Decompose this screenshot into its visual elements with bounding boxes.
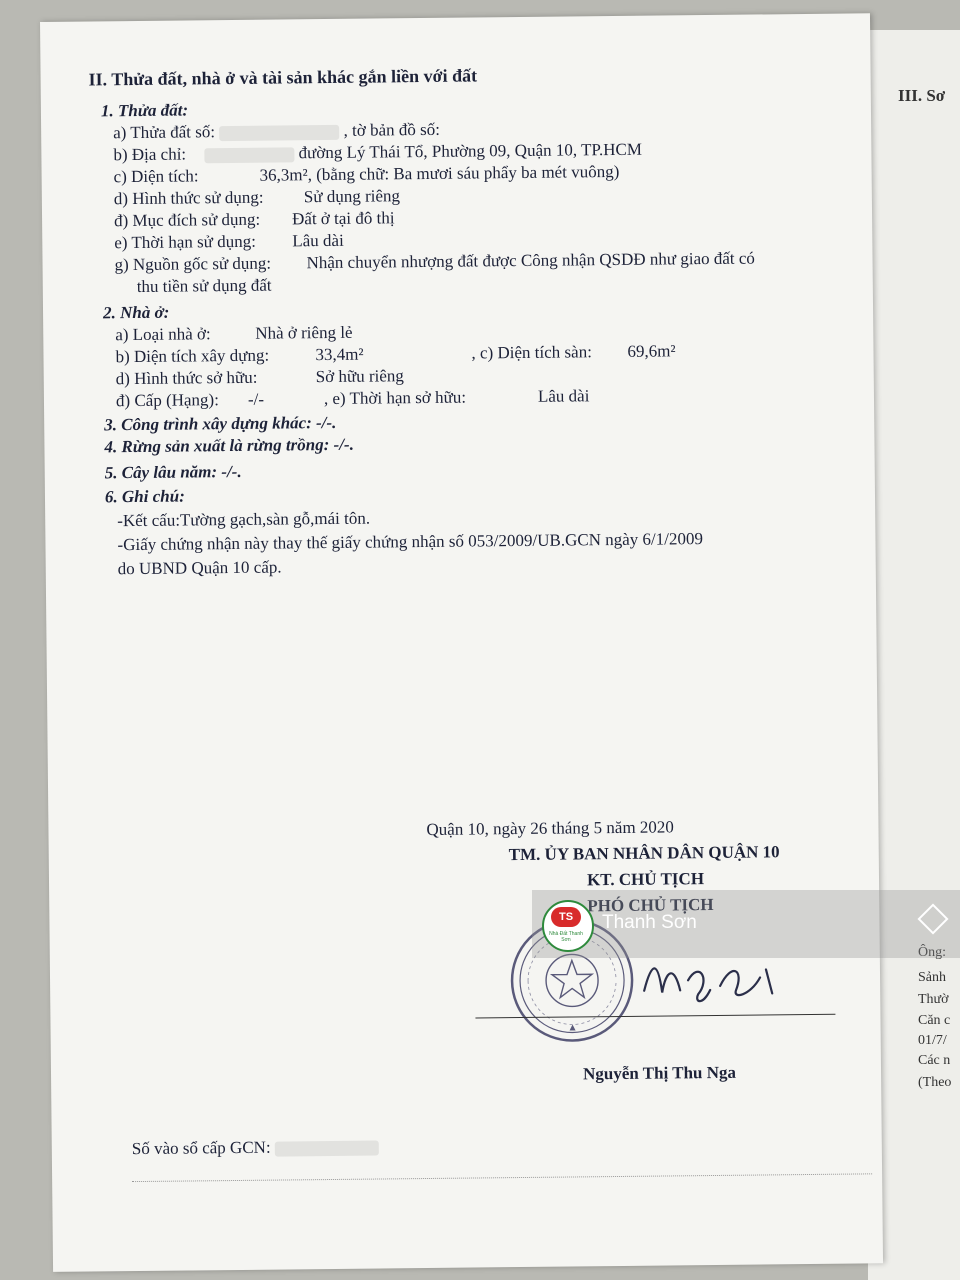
next-page-line: Các n <box>918 1053 951 1068</box>
ownership-form-label: d) Hình thức sở hữu: <box>115 367 258 389</box>
house-heading: 2. Nhà ở: <box>102 302 170 323</box>
signer-kt: KT. CHỦ TỊCH <box>586 869 705 890</box>
redacted-block <box>275 1140 379 1156</box>
parcel-heading: 1. Thửa đất: <box>100 100 189 121</box>
section-title: II. Thửa đất, nhà ở và tài sản khác gắn liền với đất <box>88 65 478 90</box>
signer-title: PHÓ CHỦ TỊCH <box>587 894 714 916</box>
notes-line: do UBND Quận 10 cấp. <box>117 557 282 579</box>
notes-line: -Kết cấu:Tường gạch,sàn gỗ,mái tôn. <box>117 508 371 531</box>
watermark-banner <box>532 890 960 958</box>
signer-name: Nguyễn Thị Thu Nga <box>582 1062 737 1084</box>
address-value: đường Lý Thái Tổ, Phường 09, Quận 10, TP.HCM <box>298 139 643 163</box>
next-page-line: (Theo <box>918 1075 952 1090</box>
next-page-line: Ông: <box>918 945 946 960</box>
handwritten-signature-icon <box>640 949 781 1010</box>
notes-heading: 6. Ghi chú: <box>104 486 185 507</box>
next-page-line: 01/7/ <box>918 1033 947 1048</box>
ownership-form-value: Sở hữu riêng <box>315 366 404 387</box>
other-constructions: 3. Công trình xây dựng khác: -/-. <box>104 412 337 435</box>
issuing-org: TM. ỦY BAN NHÂN DÂN QUẬN 10 <box>508 842 780 865</box>
ownership-term-value: Lâu dài <box>537 386 590 406</box>
divider <box>132 1173 872 1182</box>
parcel-number <box>113 120 440 143</box>
grade-value: -/- <box>247 389 265 409</box>
usage-term-value: Lâu dài <box>292 230 344 251</box>
ownership-term-label: , e) Thời hạn sở hữu: <box>323 387 467 409</box>
watermark-name: Thanh Sơn <box>602 912 697 933</box>
certificate-page <box>40 13 883 1272</box>
parcel-area-value: 36,3m², (bằng chữ: Ba mươi sáu phẩy ba mét vuông) <box>259 161 620 185</box>
house-type-label: a) Loại nhà ở: <box>115 324 211 345</box>
logo-badge: TS <box>551 907 581 927</box>
logo-subtitle: Nhà Đất Thanh Sơn <box>549 931 583 943</box>
next-page-line: Thườ <box>918 992 949 1007</box>
registry-number <box>132 1137 379 1160</box>
usage-form-value: Sử dụng riêng <box>303 186 401 207</box>
next-page-line: Sảnh <box>918 970 946 985</box>
parcel-number-label: a) Thửa đất số: <box>113 122 216 143</box>
perennial-trees: 5. Cây lâu năm: -/-. <box>104 461 242 483</box>
build-area-label: b) Diện tích xây dựng: <box>115 345 270 367</box>
parcel-address <box>113 140 642 166</box>
redacted-block <box>219 124 339 140</box>
floor-area-label: , c) Diện tích sàn: <box>471 342 592 363</box>
next-page-heading: III. Sơ <box>898 86 946 105</box>
redacted-block <box>204 147 294 163</box>
parcel-area-label: c) Diện tích: <box>113 166 199 187</box>
usage-form-label: d) Hình thức sử dụng: <box>113 187 264 209</box>
house-type-value: Nhà ở riêng lẻ <box>255 322 353 343</box>
next-page <box>868 30 960 1280</box>
grade-label: đ) Cấp (Hạng): <box>115 390 219 411</box>
usage-origin-value-cont: thu tiền sử dụng đất <box>136 275 272 297</box>
usage-origin-value: Nhận chuyển nhượng đất được Công nhận QSDĐ như giao đất có <box>306 248 755 273</box>
address-label: b) Địa chỉ: <box>113 144 187 165</box>
next-page-line: Căn c <box>918 1013 951 1028</box>
planted-forest: 4. Rừng sản xuất là rừng trồng: -/-. <box>104 434 355 457</box>
usage-purpose-label: đ) Mục đích sử dụng: <box>113 209 261 231</box>
usage-origin-label: g) Nguồn gốc sử dụng: <box>114 253 272 275</box>
thanh-son-logo <box>542 900 594 952</box>
issue-date: Quận 10, ngày 26 tháng 5 năm 2020 <box>426 817 674 839</box>
registry-label: Số vào sổ cấp GCN: <box>131 1137 271 1159</box>
notes-line: -Giấy chứng nhận này thay thế giấy chứng nhận số 053/2009/UB.GCN ngày 6/1/2009 <box>117 529 704 555</box>
map-sheet-label: , tờ bản đồ số: <box>343 119 441 140</box>
usage-purpose-value: Đất ở tại đô thị <box>291 208 395 229</box>
build-area-value: 33,4m² <box>315 344 364 365</box>
floor-area-value: 69,6m² <box>627 341 676 361</box>
usage-term-label: e) Thời hạn sử dụng: <box>114 231 257 253</box>
